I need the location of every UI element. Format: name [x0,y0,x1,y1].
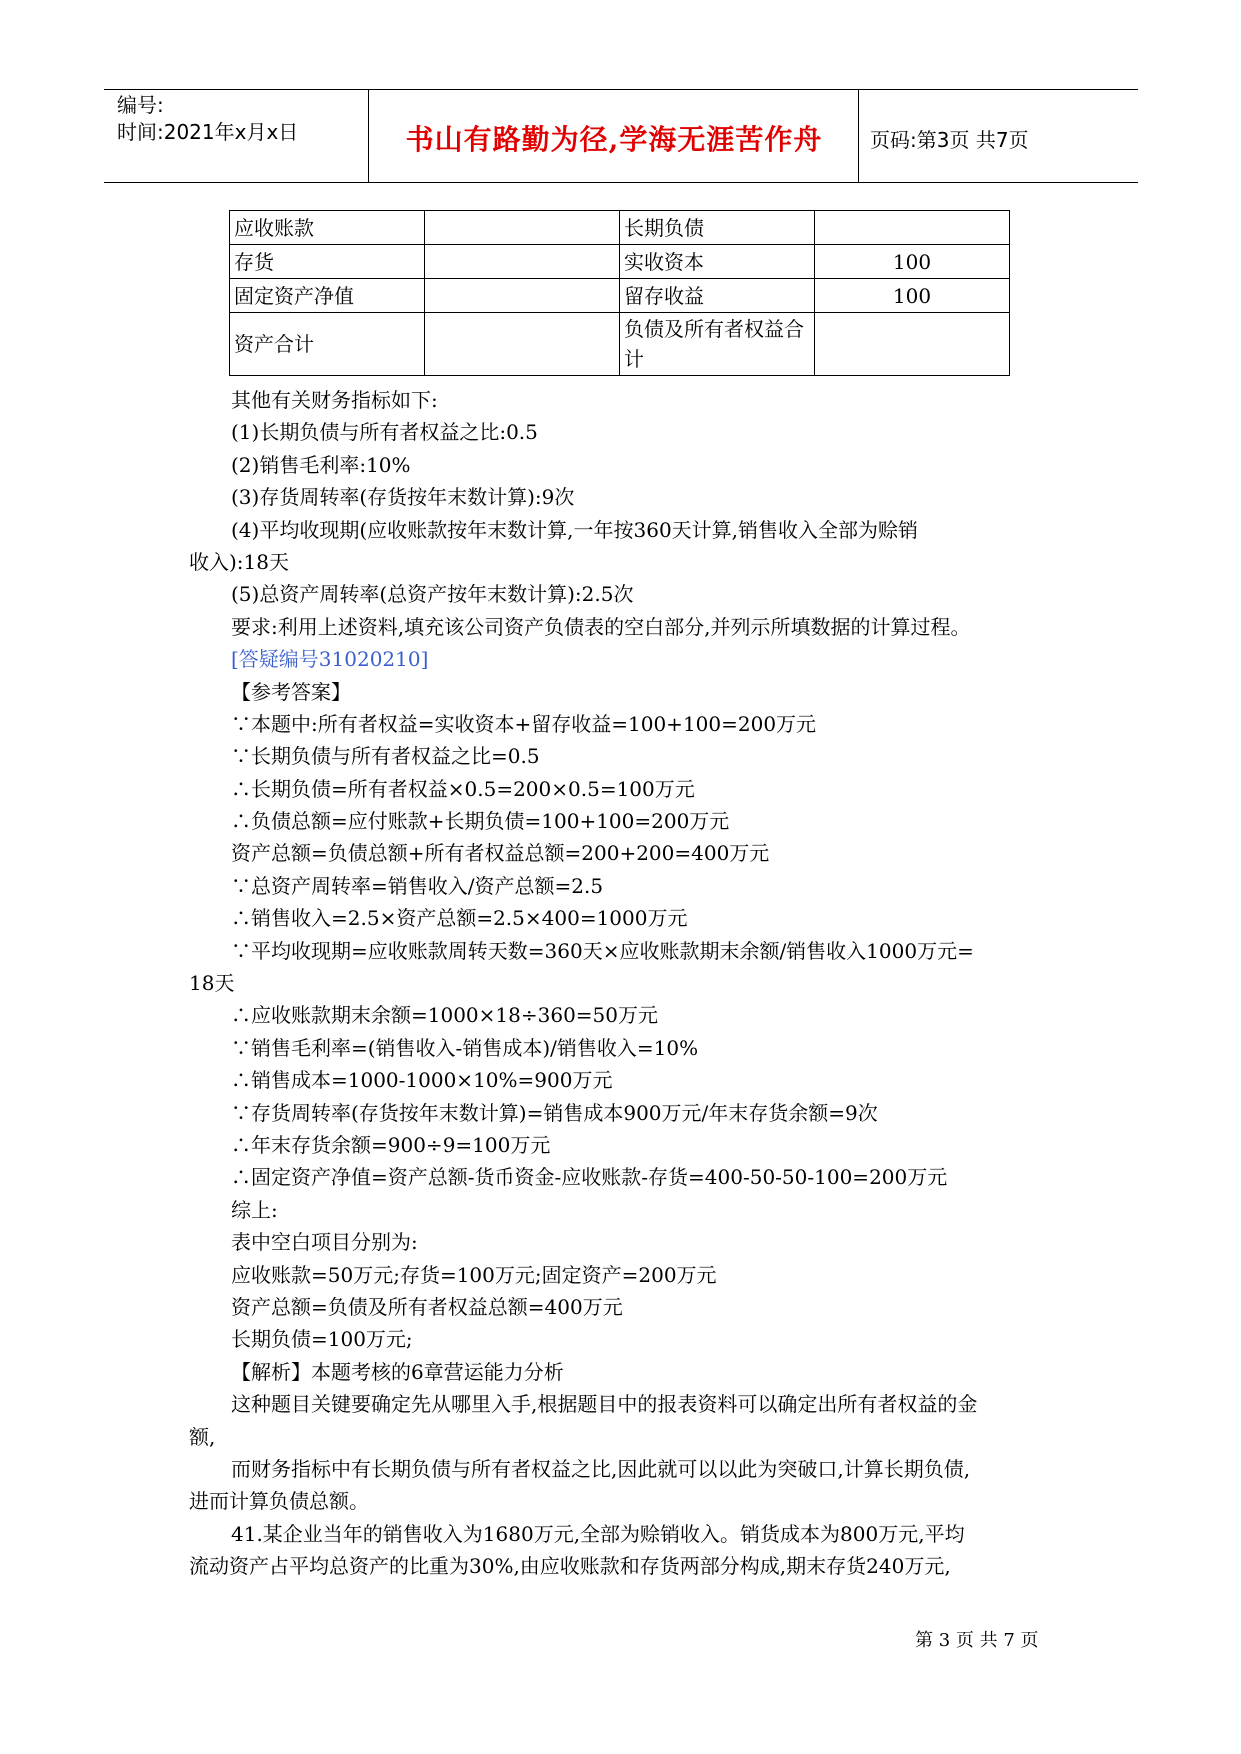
table-cell: 100 [815,245,1010,279]
text-line: 进而计算负债总额。 [189,1489,369,1514]
table-cell [815,313,1010,376]
table-cell: 负债及所有者权益合计 [620,313,815,376]
text-line: (1)长期负债与所有者权益之比:0.5 [231,420,538,445]
text-line: ∴销售成本=1000-1000×10%=900万元 [231,1068,613,1093]
table-cell: 应收账款 [230,211,425,245]
text-line: ∵长期负债与所有者权益之比=0.5 [231,744,540,769]
text-line: 表中空白项目分别为: [231,1230,418,1255]
text-line: (3)存货周转率(存货按年末数计算):9次 [231,485,575,510]
table-cell: 固定资产净值 [230,279,425,313]
text-line: 资产总额=负债及所有者权益总额=400万元 [231,1294,623,1319]
table-cell: 存货 [230,245,425,279]
table-cell: 留存收益 [620,279,815,313]
table-cell: 长期负债 [620,211,815,245]
table-cell [425,245,620,279]
header-divider-right [858,89,859,182]
text-line: ∴固定资产净值=资产总额-货币资金-应收账款-存货=400-50-50-100=200万元 [231,1165,948,1190]
balance-sheet-table [229,210,1010,376]
header-meta [117,92,298,146]
text-line: ∴长期负债=所有者权益×0.5=200×0.5=100万元 [231,776,695,801]
header-motto: 书山有路勤为径,学海无涯苦作舟 [405,123,823,156]
header-date: 时间:2021年x月x日 [117,120,299,144]
text-line: 应收账款=50万元;存货=100万元;固定资产=200万元 [231,1262,717,1287]
text-line: ∴年末存货余额=900÷9=100万元 [231,1132,551,1157]
text-line: 综上: [231,1197,278,1222]
text-line: ∴应收账款期末余额=1000×18÷360=50万元 [231,1003,659,1028]
table-row [230,279,1010,313]
header-top-rule [104,89,1138,90]
header-bottom-rule [104,182,1138,183]
text-line: 其他有关财务指标如下: [231,388,438,412]
table-row [230,245,1010,279]
text-line: 收入):18天 [189,549,289,574]
table-cell [425,211,620,245]
text-line: 而财务指标中有长期负债与所有者权益之比,因此就可以以此为突破口,计算长期负债, [231,1456,971,1481]
text-line: 资产总额=负债总额+所有者权益总额=200+200=400万元 [231,841,770,866]
text-line: ∴销售收入=2.5×资产总额=2.5×400=1000万元 [231,906,688,931]
text-line: 要求:利用上述资料,填充该公司资产负债表的空白部分,并列示所填数据的计算过程。 [231,614,971,639]
text-line: ∵销售毛利率=(销售收入-销售成本)/销售收入=10% [231,1035,699,1060]
header-number-label: 编号: [117,93,164,117]
reference-link[interactable]: [答疑编号31020210] [231,647,429,672]
text-line: ∵存货周转率(存货按年末数计算)=销售成本900万元/年末存货余额=9次 [231,1100,878,1125]
header-page-info: 页码:第3页 共7页 [870,128,1029,152]
table-cell: 实收资本 [620,245,815,279]
table-cell: 资产合计 [230,313,425,376]
text-line: ∵平均收现期=应收账款周转天数=360天×应收账款期末余额/销售收入1000万元= [231,938,974,963]
table-cell [425,279,620,313]
text-line: ∵本题中:所有者权益=实收资本+留存收益=100+100=200万元 [231,711,817,736]
text-line: (4)平均收现期(应收账款按年末数计算,一年按360天计算,销售收入全部为赊销 [231,517,919,542]
text-line: 额, [189,1424,216,1449]
text-line: 长期负债=100万元; [231,1327,413,1352]
header-divider-left [368,89,369,182]
table-cell: 100 [815,279,1010,313]
text-line: (5)总资产周转率(总资产按年末数计算):2.5次 [231,582,634,607]
text-line: 41.某企业当年的销售收入为1680万元,全部为赊销收入。销货成本为800万元,平均 [231,1521,965,1546]
text-line: 18天 [189,971,235,996]
table-cell [425,313,620,376]
table-row [230,313,1010,376]
body-text [189,384,1059,1582]
page-footer: 第 3 页 共 7 页 [915,1630,1039,1651]
text-line: (2)销售毛利率:10% [231,452,411,477]
text-line: 流动资产占平均总资产的比重为30%,由应收账款和存货两部分构成,期末存货240万元, [189,1554,951,1579]
text-line: ∴负债总额=应付账款+长期负债=100+100=200万元 [231,809,730,834]
table-row [230,211,1010,245]
text-line: ∵总资产周转率=销售收入/资产总额=2.5 [231,873,604,898]
text-line: 【参考答案】 [231,679,351,704]
text-line: 【解析】本题考核的6章营运能力分析 [231,1359,564,1384]
text-line: 这种题目关键要确定先从哪里入手,根据题目中的报表资料可以确定出所有者权益的金 [231,1392,978,1417]
table-cell [815,211,1010,245]
